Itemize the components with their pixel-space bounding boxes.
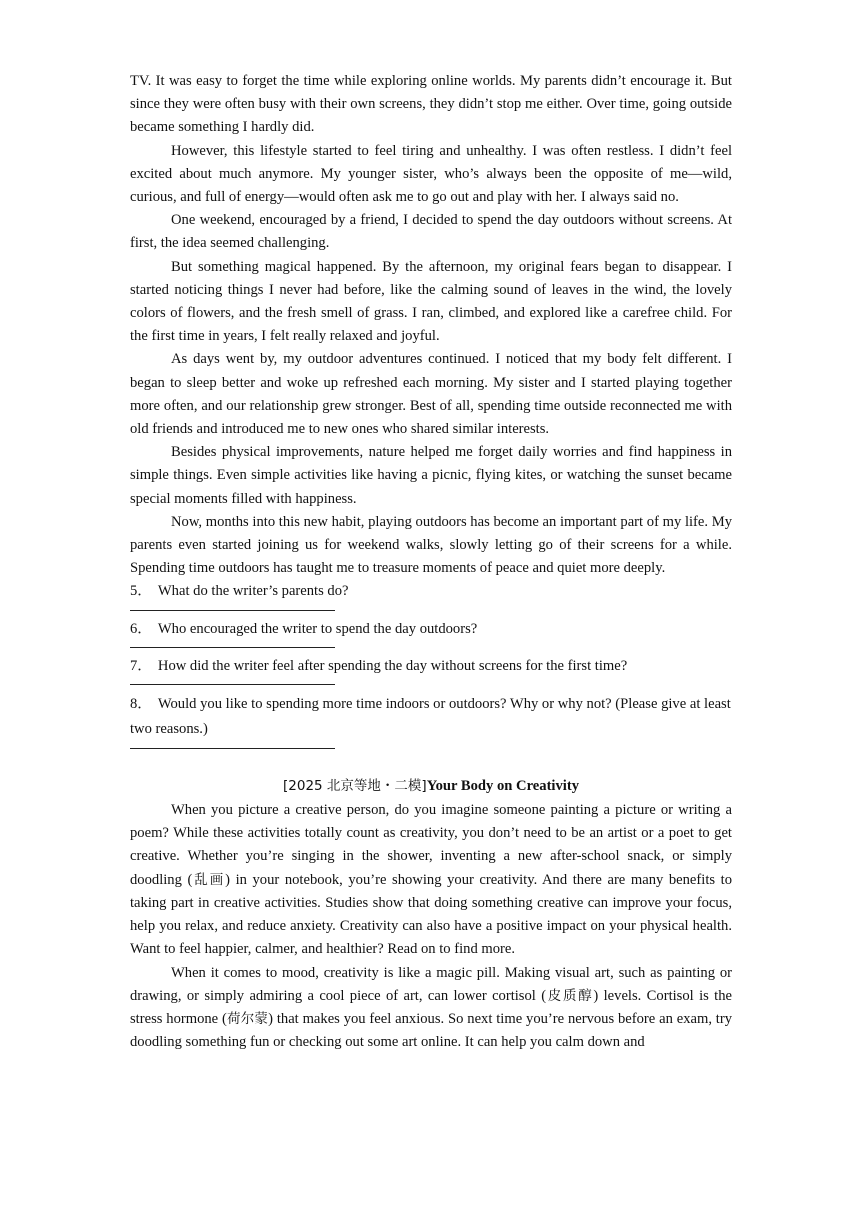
document-page [130, 70, 732, 1054]
passage2-paragraph [130, 962, 732, 1055]
question-text: How did the writer feel after spending the day without screens for the first time? [157, 657, 628, 674]
question-number: 8． [130, 696, 152, 713]
question-text: Would you like to spending more time indoors or outdoors? Why or why not? (Please give at least two reasons.) [130, 696, 731, 738]
question-text: Who encouraged the writer to spend the day outdoors? [157, 620, 478, 637]
text-run: ) levels. Cortisol is the stress hormone ( [130, 987, 732, 1027]
answer-line-5[interactable] [130, 610, 335, 611]
section-heading [130, 773, 732, 799]
passage1-paragraph: As days went by, my outdoor adventures continued. I noticed that my body felt different. I began to sleep better and woke up refreshed each morning. My sister and I started playing together more often, and our relationship grew stronger. Best of all, spending time outside reconnected me with old friends and introduced me to new ones who shared similar interests. [130, 351, 732, 438]
source-tag: [2025 北京等地・二模] [283, 778, 427, 795]
text-run: ) in your notebook, you’re showing your creativity. And there are many benefits to taking part in creative activities. Studies show that doing something creative can improve your focus, help you relax, and reduce anxiety. Creativity can also have a positive impact on your physical health. Want to feel happier, calmer, and healthier? Read on to find more. [130, 871, 732, 958]
question-number: 6． [130, 620, 152, 637]
text-run: ) that makes you feel anxious. So next time you’re nervous before an exam, try doodling something fun or checking out some art online. It can help you calm down and [130, 1010, 733, 1051]
question-number: 7． [130, 657, 152, 674]
question-7 [130, 655, 732, 678]
question-6 [130, 618, 732, 641]
passage1-paragraph: TV. It was easy to forget the time while exploring online worlds. My parents didn’t encourage it. But since they were often busy with their own screens, they didn’t stop me either. Over time, going outside became something I hardly did. [130, 73, 732, 136]
text-run: When it comes to mood, creativity is like a magic pill. Making visual art, such as painting or drawing, or simply admiring a cool piece of art, can lower cortisol ( [130, 964, 732, 1004]
chinese-gloss: 皮质醇 [546, 987, 594, 1004]
question-number: 5． [130, 583, 152, 600]
answer-line-7[interactable] [130, 684, 335, 685]
passage1-paragraph: However, this lifestyle started to feel tiring and unhealthy. I was often restless. I didn’t feel excited about much anymore. My younger sister, who’s always been the opposite of me—wild, curious, and full of energy—would often ask me to go out and play with her. I always said no. [130, 142, 732, 206]
question-8 [130, 692, 732, 742]
answer-line-6[interactable] [130, 647, 335, 648]
passage1-paragraph: But something magical happened. By the afternoon, my original fears began to disappear. I started noticing things I never had before, like the calming sound of leaves in the wind, the lovely colors of flowers, and the fresh smell of grass. I ran, climbed, and explored like a carefree child. For the first time in years, I felt really relaxed and joyful. [130, 258, 732, 345]
passage2-paragraph [130, 799, 732, 961]
answer-line-8[interactable] [130, 748, 335, 749]
passage1-paragraph: Besides physical improvements, nature helped me forget daily worries and find happiness in simple things. Even simple activities like having a picnic, flying kites, or watching the sunset became special moments filled with happiness. [130, 444, 732, 507]
text-run: When you picture a creative person, do you imagine someone painting a picture or writing a poem? While these activities totally count as creativity, you don’t need to be an artist or a poet to get creative. Whether you’re singing in the shower, inventing a new after-school snack, or simply doodling ( [130, 802, 732, 888]
question-5 [130, 580, 732, 603]
section-title: Your Body on Creativity [426, 778, 579, 795]
question-list [130, 580, 732, 749]
passage1-paragraph: Now, months into this new habit, playing outdoors has become an important part of my life. My parents even started joining us for weekend walks, slowly letting go of their screens for a while. Spending time outdoors has taught me to treasure moments of peace and quiet more deeply. [130, 513, 732, 577]
chinese-gloss: 乱画 [192, 871, 226, 888]
passage1-paragraph: One weekend, encouraged by a friend, I decided to spend the day outdoors without screens. At first, the idea seemed challenging. [130, 212, 732, 252]
chinese-gloss: 荷尔蒙 [226, 1010, 269, 1027]
question-text: What do the writer’s parents do? [157, 583, 349, 600]
